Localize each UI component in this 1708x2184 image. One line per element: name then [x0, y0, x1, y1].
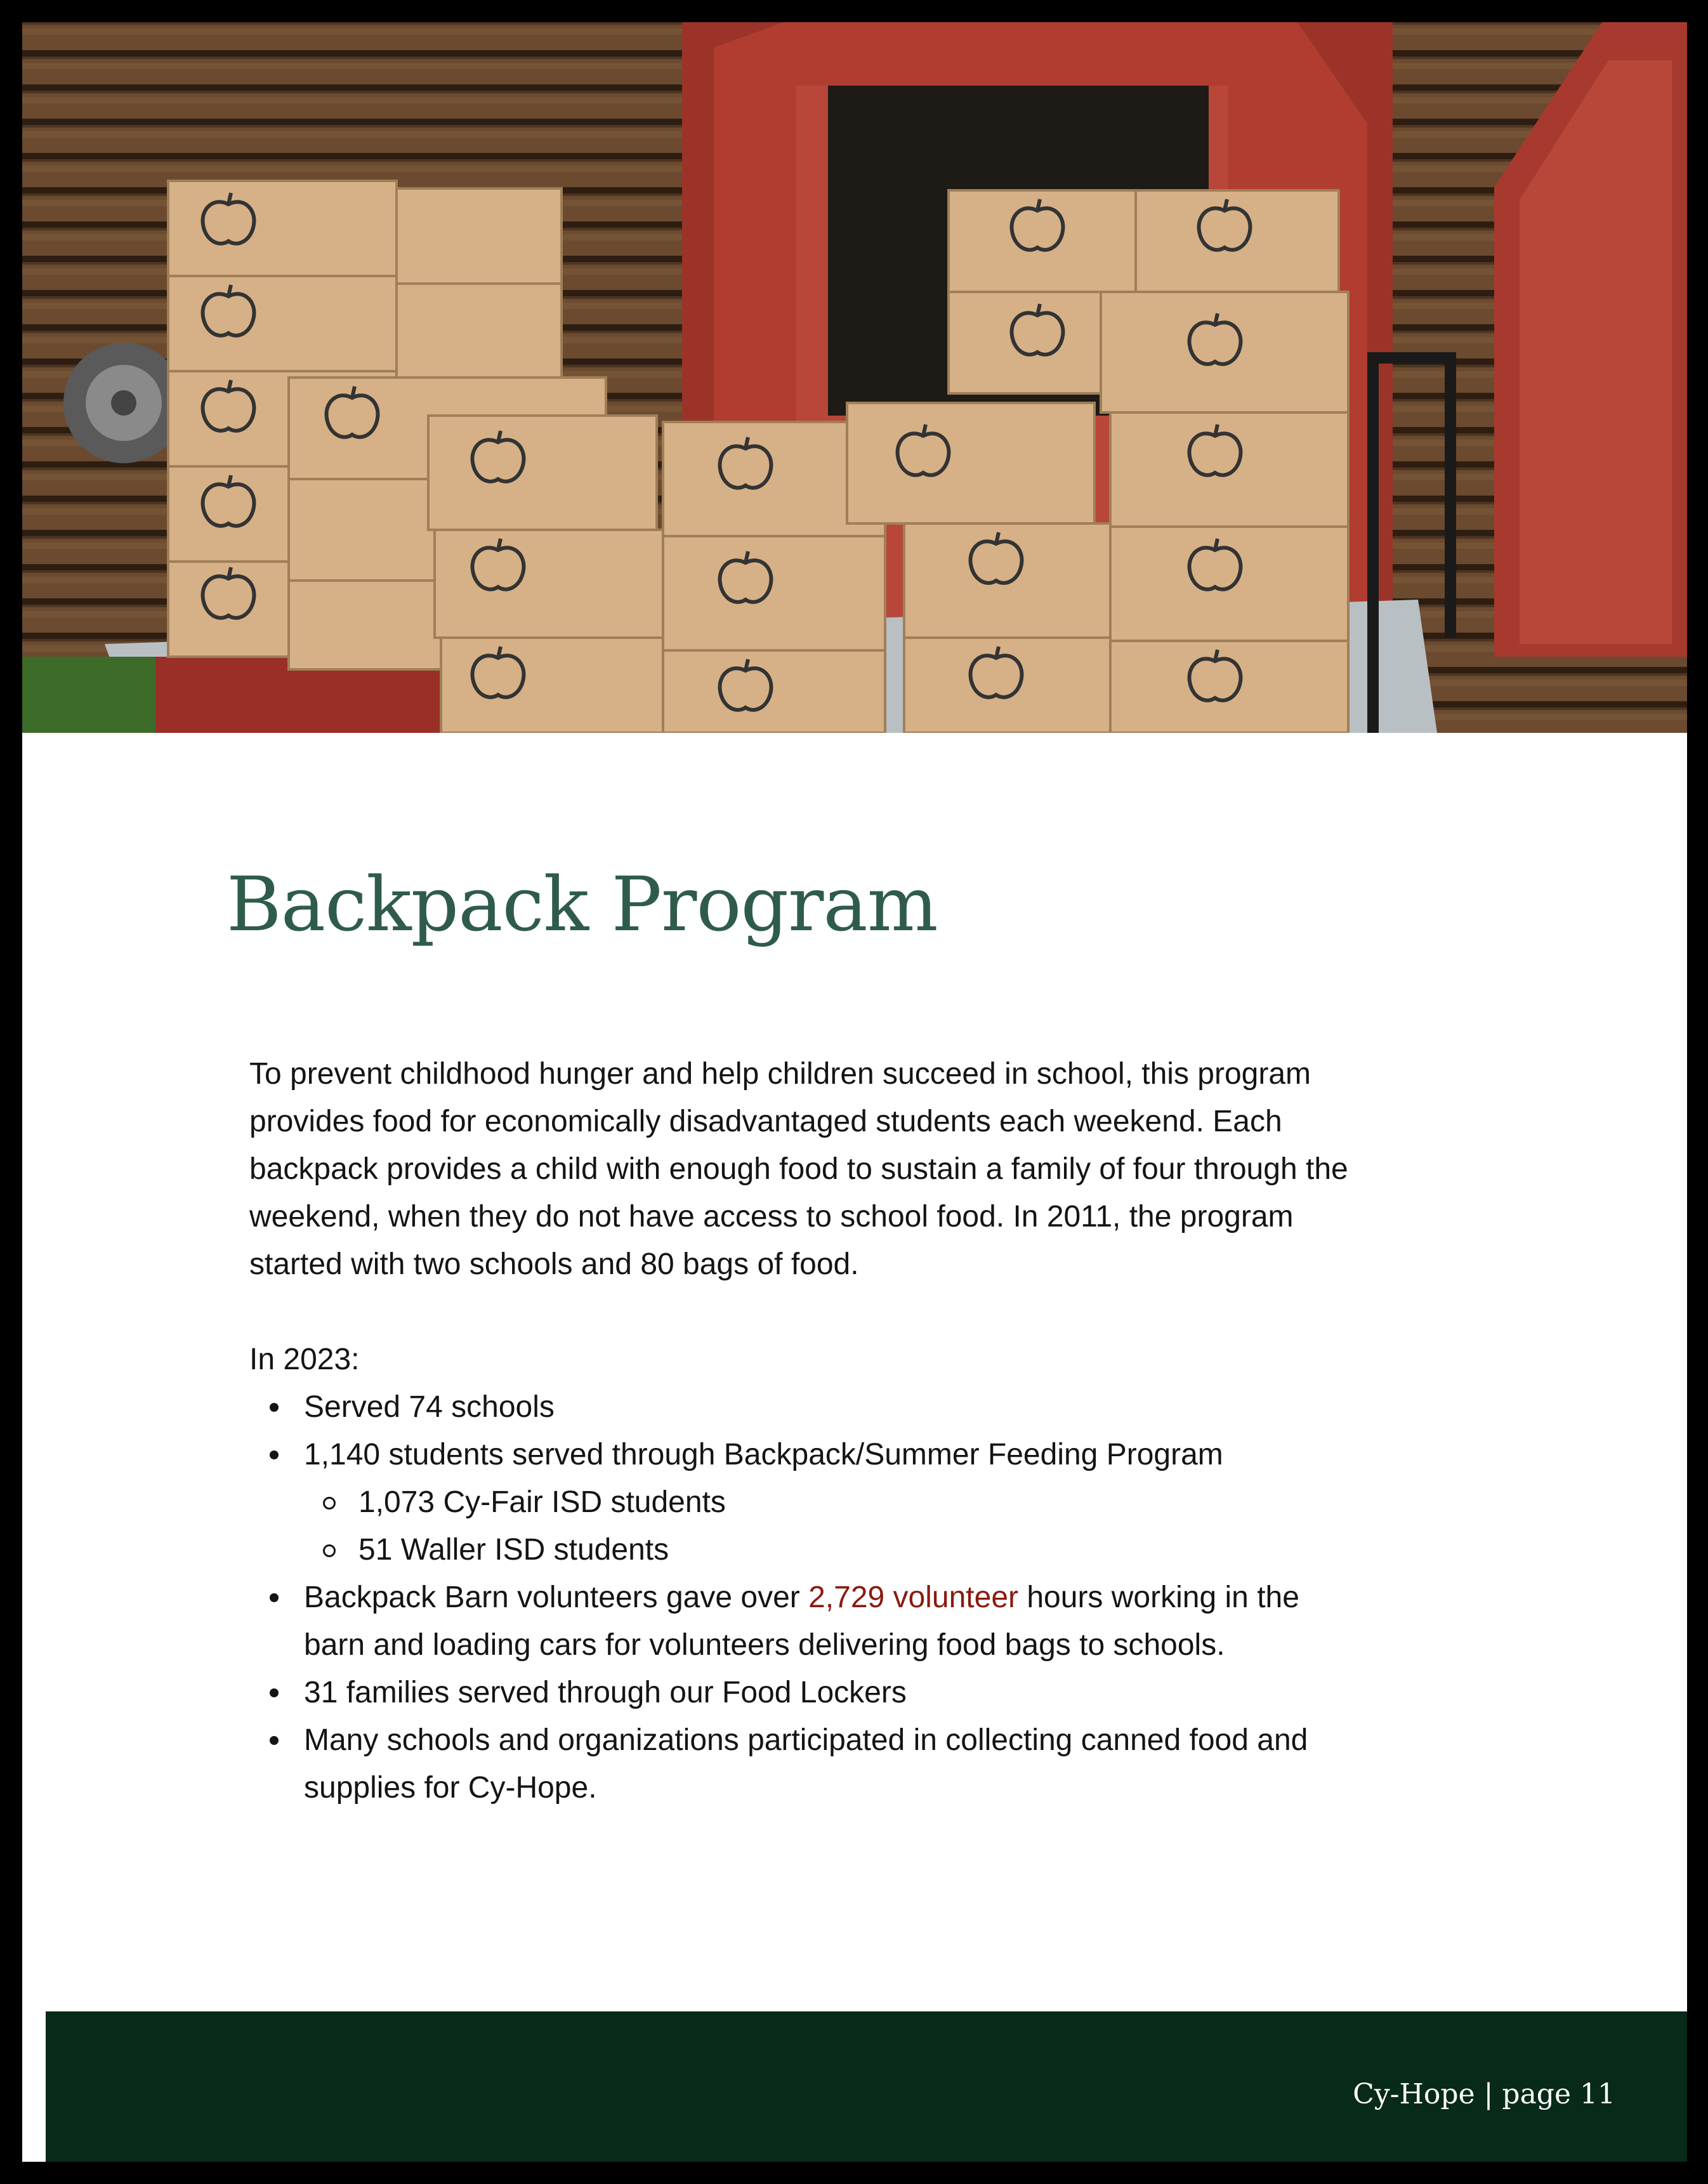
footer-bar [46, 2011, 1687, 2162]
list-item [249, 1383, 1506, 1431]
sub-list-item [304, 1526, 1506, 1574]
stat-waller: 51 Waller ISD students [358, 1533, 669, 1567]
intro-line: To prevent childhood hunger and help children succeed in school, this program [249, 1057, 1311, 1091]
intro-line: weekend, when they do not have access to school food. In 2011, the program [249, 1200, 1294, 1233]
students-sublist [304, 1478, 1506, 1574]
stat-collect-line1: Many schools and organizations participated in collecting canned food and [304, 1723, 1308, 1757]
stat-families: 31 families served through our Food Lockers [304, 1676, 907, 1709]
sub-list-item [304, 1478, 1506, 1526]
list-item [249, 1574, 1506, 1669]
list-item [249, 1431, 1506, 1574]
stat-cyfair: 1,073 Cy-Fair ISD students [358, 1485, 726, 1519]
document-page [22, 22, 1687, 2162]
intro-line: started with two schools and 80 bags of food. [249, 1247, 859, 1281]
list-item [249, 1669, 1506, 1716]
stat-volunteer-text: Backpack Barn volunteers gave over [304, 1581, 809, 1614]
stats-list [249, 1383, 1506, 1812]
list-item [249, 1716, 1506, 1812]
stat-volunteer-line2: barn and loading cars for volunteers delivering food bags to schools. [304, 1628, 1225, 1662]
footer-page-label: Cy-Hope | page 11 [1353, 2078, 1615, 2110]
header-photo [22, 22, 1687, 733]
intro-line: backpack provides a child with enough food to sustain a family of four through the [249, 1152, 1348, 1186]
intro-line: provides food for economically disadvantaged students each weekend. Each [249, 1105, 1282, 1138]
stat-students: 1,140 students served through Backpack/Summer Feeding Program [304, 1438, 1223, 1471]
page-title: Backpack Program [227, 860, 938, 948]
body-content [249, 1050, 1506, 1812]
stat-collect-line2: supplies for Cy-Hope. [304, 1771, 597, 1805]
intro-paragraph [249, 1050, 1506, 1288]
year-label: In 2023: [249, 1343, 360, 1376]
volunteer-highlight: 2,729 volunteer [808, 1581, 1019, 1614]
stat-schools: Served 74 schools [304, 1390, 555, 1424]
stat-volunteer-text-after: hours working in the [1018, 1581, 1299, 1614]
